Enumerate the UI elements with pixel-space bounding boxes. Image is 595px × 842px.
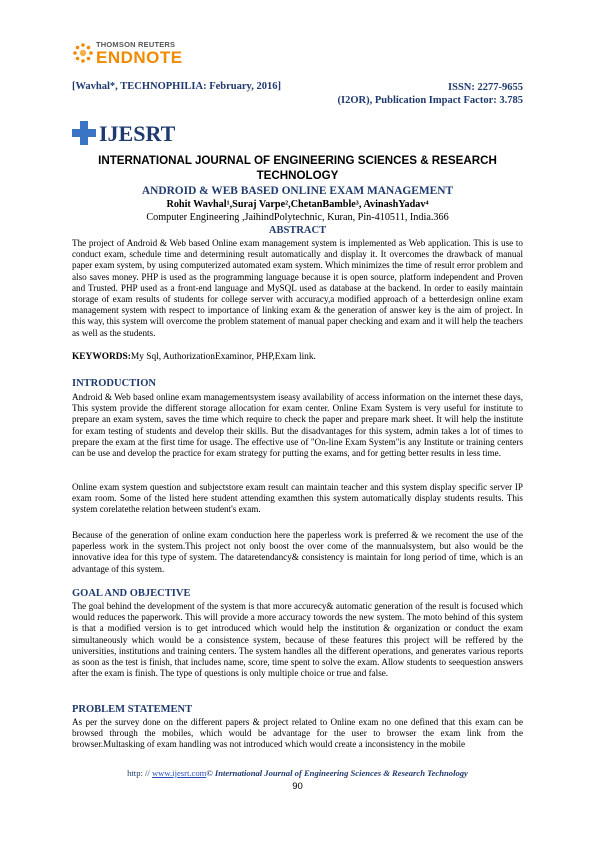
section-heading-goal: GOAL AND OBJECTIVE bbox=[72, 588, 191, 599]
abstract-body: The project of Android & Web based Online exam management system is implemented as Web application. This is use to conduct exam, schedule time and determining result automatically and display it. It overcomes the drawback of manual paper exam system, by using computerized automated exam system. Which minimizes the time of result error problem and also saves money. PHP is used as the programming language because it is open source, platform independent and Proven and Trusted. PHP used as a front-end language and MySQL used as database at the backend. In order to easily maintain storage of exam results of students for college server with accuracy,a modified approach of a betterdesign online exam management system with respect to importance of linking exam & the generation of answer key is the aim of project. In this way, this system will overcome the problem statement of manual paper checking and exam and it will help the teachers as well as the students. bbox=[72, 238, 523, 338]
introduction-paragraph-2: Online exam system question and subjectstore exam result can maintain teacher and this system display specific server IP exam room. Some of the listed here student attending examthen this system automatically display students results. This system corelatethe relation between student's exam. bbox=[72, 482, 523, 515]
journal-name bbox=[72, 153, 523, 183]
section-heading-introduction: INTRODUCTION bbox=[72, 378, 157, 389]
running-header-citation: [Wavhal*, TECHNOPHILIA: February, 2016] bbox=[72, 81, 281, 92]
journal-brand-text: IJESRT bbox=[99, 121, 176, 146]
goal-paragraph: The goal behind the development of the system is that more accurecy& automatic generation of the result is focused which would reduces the paperwork. This will provide a more accuracy towords the new system. The moto behind of this system is that a modified version is to get introduced which would help the institution & organization or conduct the exam simultaneously which would be a consistence system, because of these features this project will be reffered by the universities, institutions and training centers. The system handles all the different operations, and generates various reports as soon as the test is finish, that includes name, score, time spent to solve the exam. Allow students to seequestion answers after the exam is finish. The type of questions is only multiple choice or true and false. bbox=[72, 601, 523, 679]
paper-authors: Rohit Wavhal¹,Suraj Varpe²,ChetanBamble³, AvinashYadav⁴ bbox=[166, 199, 429, 210]
introduction-paragraph-1: Android & Web based online exam managementsystem iseasy availability of access information on the internet these days, This system provide the different storage allocation for exam center. Online Exam System is very useful for institute to prepare an exam system, saves the time which require to check the paper and prepare mark sheet. It will help the institute for exam testing of students and develop their skills. But the disadvantages for this system, admin takes a lot of times to prepare the exam at the first time for usage. The effective use of "On-line Exam System"is any Institute or training centers can be use and develop the practice for exam strategy for putting the exams, and for getting better results in less time. bbox=[72, 392, 523, 459]
issn-text: ISSN: 2277-9655 bbox=[448, 82, 523, 93]
logo-product-text: ENDNOTE bbox=[96, 48, 183, 67]
footer-website-link[interactable]: www.ijesrt.com bbox=[151, 768, 207, 778]
problem-paragraph: As per the survey done on the different papers & project related to Online exam no one defined that this exam can be browsed through the mobiles, which would be advantage for the user to browser the exam link from the browser.Multasking of exam handling was not introduced which would create a inconsistency in the mobile bbox=[72, 717, 523, 750]
journal-name-line-1: INTERNATIONAL JOURNAL OF ENGINEERING SCIENCES & RESEARCH bbox=[98, 154, 497, 167]
endnote-burst-icon bbox=[72, 42, 94, 64]
keywords-label: KEYWORDS: bbox=[72, 352, 131, 362]
running-header-issn bbox=[338, 81, 523, 107]
plus-icon bbox=[72, 121, 96, 145]
abstract-heading: ABSTRACT bbox=[268, 225, 327, 236]
section-heading-problem: PROBLEM STATEMENT bbox=[72, 704, 193, 715]
logo-publisher-text: THOMSON REUTERS bbox=[96, 40, 176, 49]
page-footer bbox=[72, 768, 523, 778]
footer-prefix: http: // bbox=[127, 768, 152, 778]
introduction-paragraph-3: Because of the generation of online exam conduction here the paperless work is preferred & we recoment the use of the paperless work in the system.This project not only boost the over come of the mannualsystem, but also would be the innovative idea for this type of system. The dataretendancy& consistency is maintain for long period of time, which is an advantage of this system. bbox=[72, 530, 523, 574]
keywords-text: My Sql, AuthorizationExaminor, PHP,Exam link. bbox=[130, 352, 316, 362]
impact-factor-text: (I2OR), Publication Impact Factor: 3.785 bbox=[337, 95, 523, 106]
paper-title: ANDROID & WEB BASED ONLINE EXAM MANAGEMENT bbox=[141, 185, 454, 197]
footer-copyright: © International Journal of Engineering Sciences & Research Technology bbox=[206, 768, 468, 778]
endnote-logo[interactable] bbox=[72, 40, 202, 72]
page-number: 90 bbox=[292, 781, 303, 792]
journal-name-line-2: TECHNOLOGY bbox=[256, 169, 339, 182]
paper-affiliation: Computer Engineering ,JaihindPolytechnic, Kuran, Pin-410511, India.366 bbox=[146, 212, 449, 223]
keywords-line bbox=[72, 352, 316, 362]
